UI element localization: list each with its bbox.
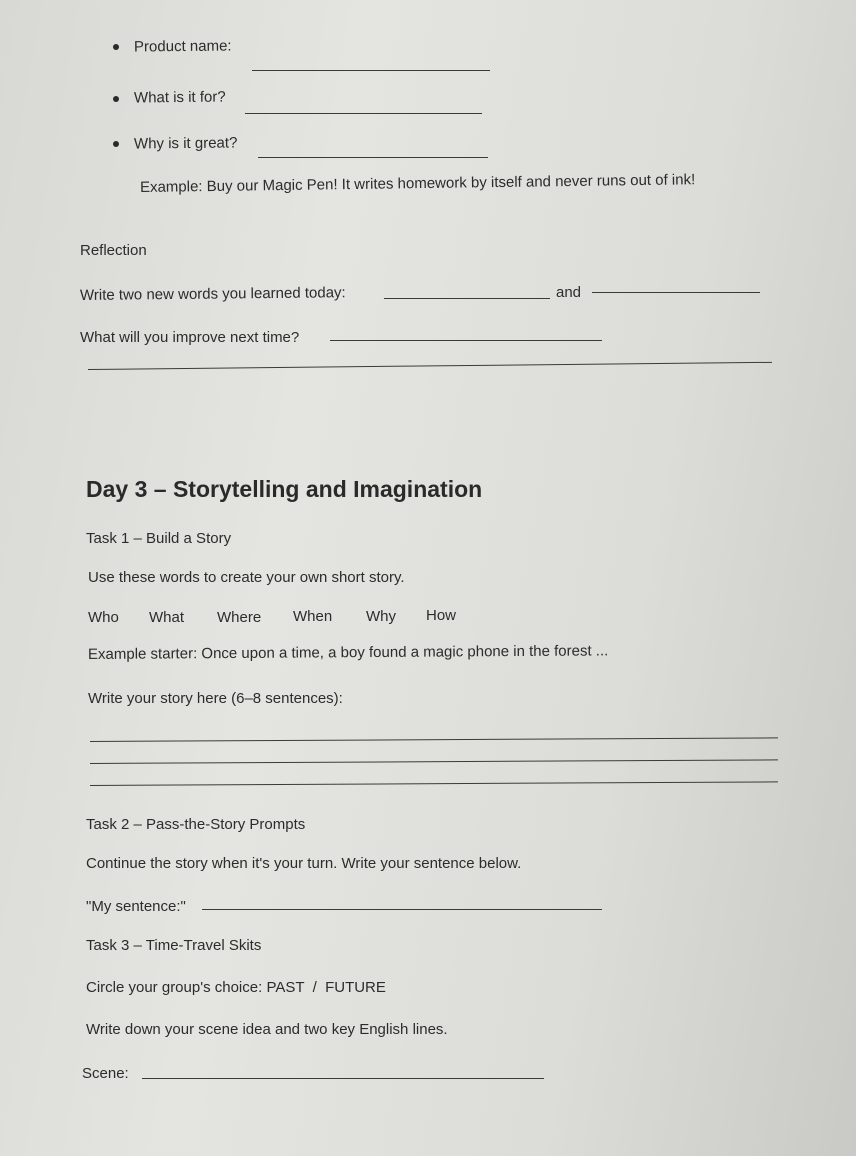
task3-title: Task 3 – Time-Travel Skits xyxy=(86,937,262,954)
new-words-prompt: Write two new words you learned today: xyxy=(79,284,346,304)
day3-title: Day 3 – Storytelling and Imagination xyxy=(86,476,483,502)
task1-title: Task 1 – Build a Story xyxy=(86,530,232,547)
what-is-it-for-blank[interactable] xyxy=(245,113,482,114)
what-is-it-for-label: What is it for? xyxy=(133,88,226,107)
reflection-heading: Reflection xyxy=(80,242,147,259)
word-who: Who xyxy=(88,609,119,626)
improve-prompt: What will you improve next time? xyxy=(80,329,300,346)
why-is-it-great-blank[interactable] xyxy=(258,157,488,158)
task1-starter: Example starter: Once upon a time, a boy found a magic phone in the forest ... xyxy=(87,642,609,663)
improve-blank[interactable] xyxy=(330,340,602,341)
task2-instruction: Continue the story when it's your turn. Write your sentence below. xyxy=(86,855,522,872)
task1-instruction: Use these words to create your own short story. xyxy=(88,569,405,586)
task3-circle-choice: Circle your group's choice: PAST / FUTURE xyxy=(86,979,386,996)
word-when: When xyxy=(293,608,333,625)
task2-title: Task 2 – Pass-the-Story Prompts xyxy=(86,816,306,833)
word-how: How xyxy=(426,607,457,624)
story-line-2[interactable] xyxy=(90,759,778,764)
story-line-3[interactable] xyxy=(90,781,778,786)
bullet-dot xyxy=(113,96,119,102)
scene-blank[interactable] xyxy=(142,1078,544,1079)
scene-label: Scene: xyxy=(82,1065,129,1082)
why-is-it-great-label: Why is it great? xyxy=(133,134,238,153)
bullet-dot xyxy=(113,44,119,50)
my-sentence-label: "My sentence:" xyxy=(86,898,186,915)
story-line-1[interactable] xyxy=(90,737,778,742)
bullet-dot xyxy=(113,141,119,147)
task3-write-down: Write down your scene idea and two key English lines. xyxy=(86,1021,448,1038)
example-text: Example: Buy our Magic Pen! It writes homework by itself and never runs out of ink! xyxy=(139,171,696,196)
task1-write-prompt: Write your story here (6–8 sentences): xyxy=(88,690,343,707)
new-word-2-blank[interactable] xyxy=(592,292,760,293)
improve-blank-full[interactable] xyxy=(88,362,772,370)
word-where: Where xyxy=(217,609,262,626)
new-word-1-blank[interactable] xyxy=(384,298,550,299)
my-sentence-blank[interactable] xyxy=(202,909,602,910)
product-name-blank[interactable] xyxy=(252,70,490,71)
word-why: Why xyxy=(366,608,396,625)
product-name-label: Product name: xyxy=(133,37,232,56)
and-label: and xyxy=(556,284,582,301)
word-what: What xyxy=(149,609,185,626)
